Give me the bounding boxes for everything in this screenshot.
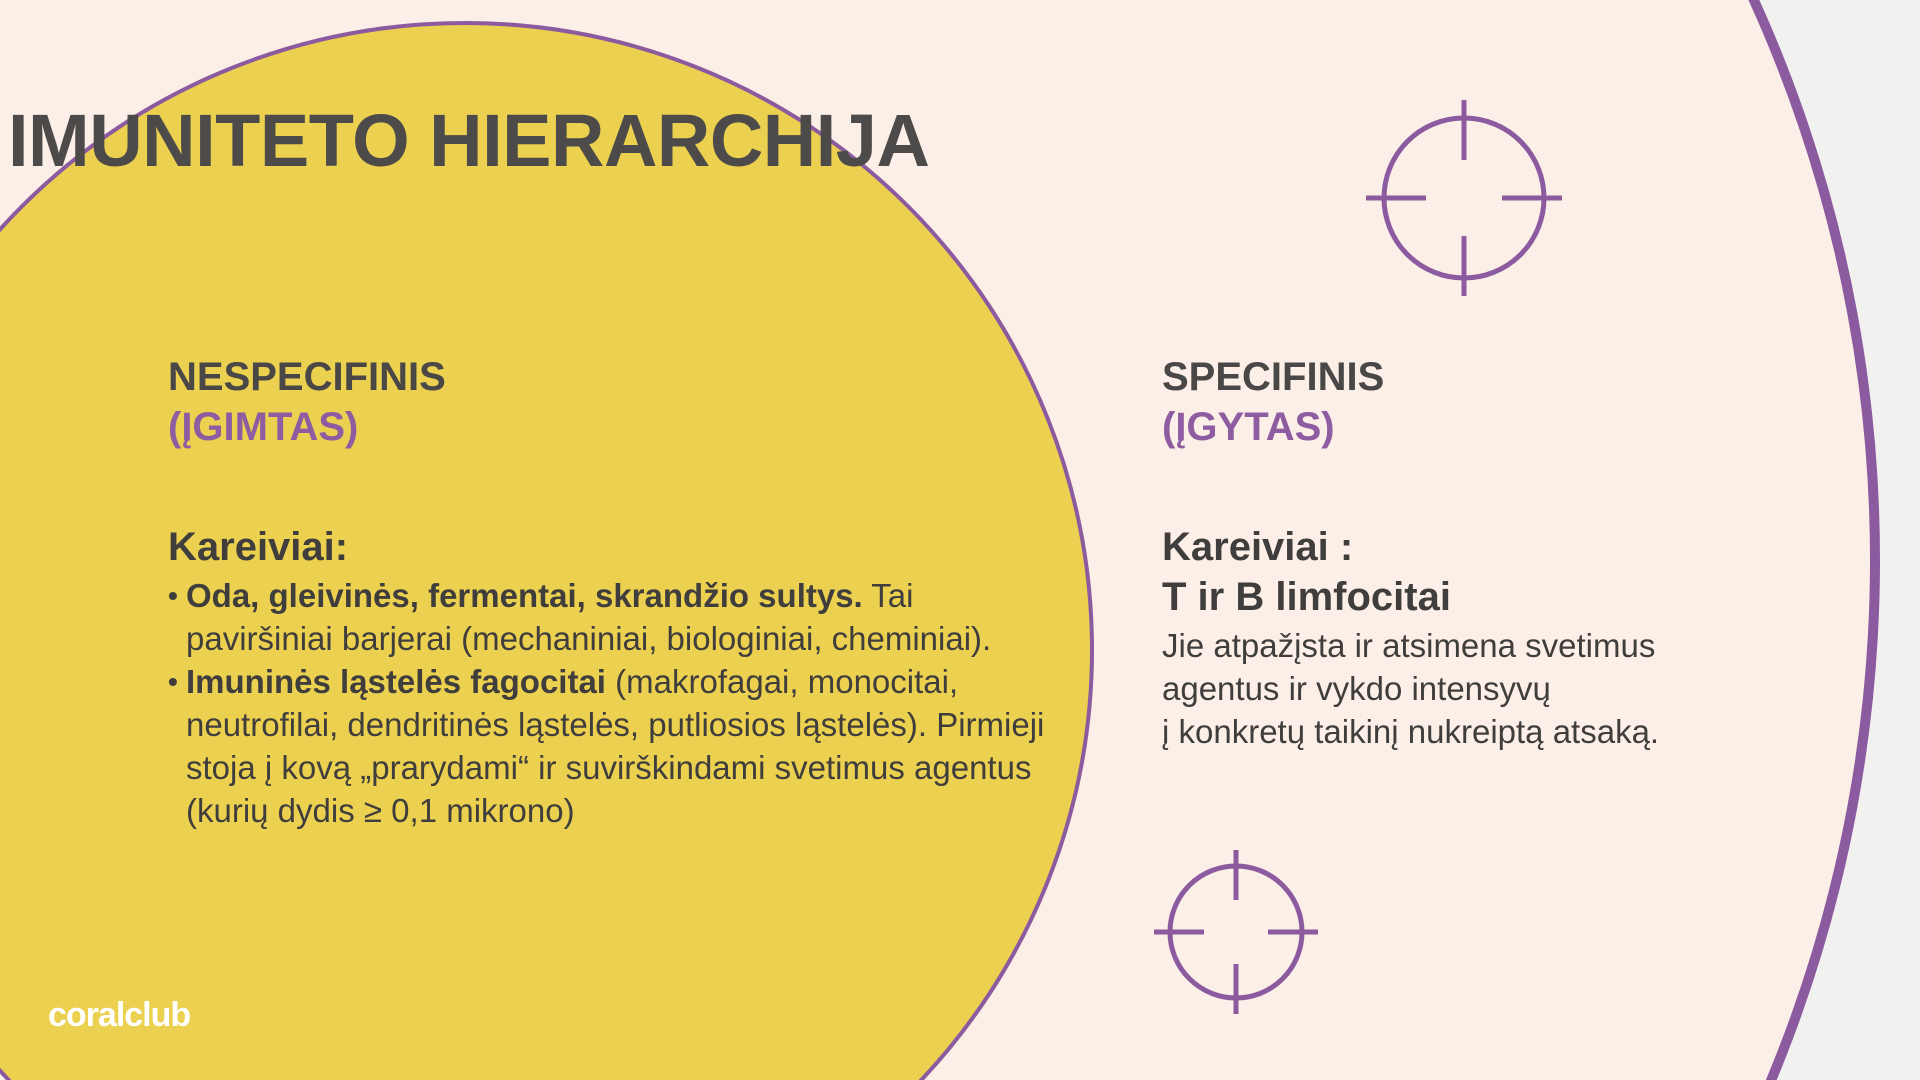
bullet-bold-text: Imuninės ląstelės fagocitai bbox=[186, 663, 606, 700]
innate-soldiers-label: Kareiviai: bbox=[168, 525, 349, 569]
acquired-soldiers-label: Kareiviai : bbox=[1162, 525, 1354, 569]
list-item bbox=[168, 574, 1048, 660]
description-line: į konkretų taikinį nukreiptą atsaką. bbox=[1162, 713, 1660, 750]
bullet-icon: • bbox=[168, 580, 178, 611]
page-title: IMUNITETO HIERARCHIJA bbox=[8, 99, 930, 182]
description-line: Jie atpažįsta ir atsimena svetimus bbox=[1162, 627, 1656, 664]
bullet-text: (makrofagai, monocitai, neutrofilai, dendritinės ląstelės, putliosios ląstelės). Pirmieji stoja į kovą „prarydami“ ir suvirškindami svetimus agentus (kurių dydis ≥ 0,1 mikrono) bbox=[186, 663, 1045, 829]
bullet-text: Tai paviršiniai barjerai (mechaniniai, biologiniai, cheminiai). bbox=[186, 577, 992, 657]
list-item bbox=[168, 660, 1048, 832]
description-line: agentus ir vykdo intensyvų bbox=[1162, 670, 1551, 707]
acquired-soldiers-value: T ir B limfocitai bbox=[1162, 575, 1451, 619]
bullet-bold-text: Oda, gleivinės, fermentai, skrandžio sultys. bbox=[186, 577, 863, 614]
acquired-heading: SPECIFINIS bbox=[1162, 355, 1385, 399]
innate-subheading: (ĮGIMTAS) bbox=[168, 405, 359, 449]
innate-bullet-list bbox=[168, 574, 1048, 832]
innate-immunity-column bbox=[168, 352, 1048, 832]
acquired-immunity-column bbox=[1162, 352, 1722, 753]
brand-logo: coralclub bbox=[48, 996, 191, 1034]
acquired-description bbox=[1162, 624, 1722, 753]
bullet-icon: • bbox=[168, 666, 178, 697]
innate-heading: NESPECIFINIS bbox=[168, 355, 446, 399]
acquired-subheading: (ĮGYTAS) bbox=[1162, 405, 1335, 449]
